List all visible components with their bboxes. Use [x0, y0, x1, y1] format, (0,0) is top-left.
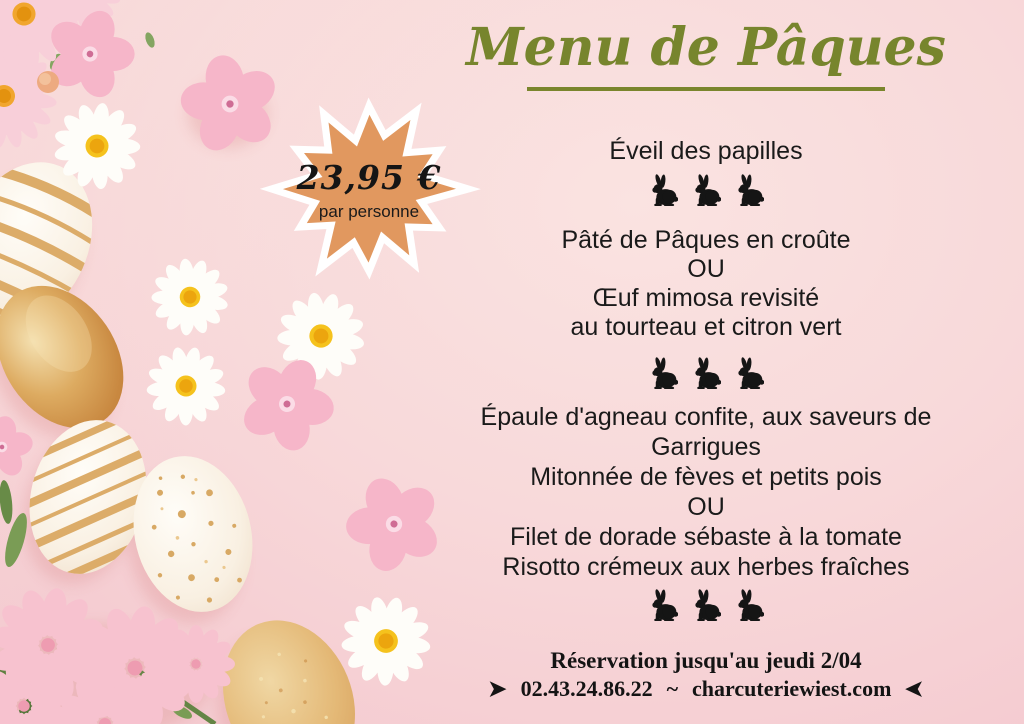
rabbit-icon — [692, 174, 721, 206]
rabbit-icon — [735, 174, 764, 206]
rabbit-divider — [420, 589, 992, 621]
menu-line: au tourteau et citron vert — [570, 313, 842, 341]
arrow-left-icon: ➤ — [905, 676, 924, 701]
menu-line: Garrigues — [651, 433, 761, 461]
title-underline — [527, 87, 885, 91]
price-text: 23,95 € — [296, 158, 442, 197]
phone-number: 02.43.24.86.22 — [520, 676, 653, 701]
rabbit-icon — [692, 589, 721, 621]
rabbit-icon — [692, 357, 721, 389]
menu-line: OU — [687, 493, 725, 521]
menu-line: OU — [687, 255, 725, 283]
menu-line: Épaule d'agneau confite, aux saveurs de — [480, 403, 932, 431]
entree-section — [420, 226, 992, 342]
menu-line: Risotto crémeux aux herbes fraîches — [502, 553, 910, 581]
arrow-right-icon: ➤ — [488, 676, 507, 701]
menu-line: Mitonnée de fèves et petits pois — [530, 463, 882, 491]
rabbit-icon — [649, 589, 678, 621]
rabbit-icon — [735, 357, 764, 389]
rabbit-divider — [420, 174, 992, 206]
rabbit-divider — [420, 357, 992, 389]
rabbit-icon — [649, 357, 678, 389]
contact-line — [420, 676, 992, 702]
rabbit-icon — [735, 589, 764, 621]
rabbit-icon — [649, 174, 678, 206]
menu-line: Œuf mimosa revisité — [592, 284, 820, 312]
per-person-text: par personne — [318, 202, 420, 221]
intro-course-line: Éveil des papilles — [609, 137, 803, 165]
menu-line: Pâté de Pâques en croûte — [561, 226, 851, 254]
website-text: charcuteriewiest.com — [692, 676, 892, 701]
page-title: Menu de Pâques — [466, 17, 946, 78]
main-course-section — [420, 402, 992, 582]
reservation-line: Réservation jusqu'au jeudi 2/04 — [550, 648, 862, 673]
menu-column — [420, 0, 992, 724]
gold-egg — [0, 262, 149, 452]
tilde-separator: ~ — [666, 676, 679, 701]
menu-line: Filet de dorade sébaste à la tomate — [510, 523, 902, 551]
